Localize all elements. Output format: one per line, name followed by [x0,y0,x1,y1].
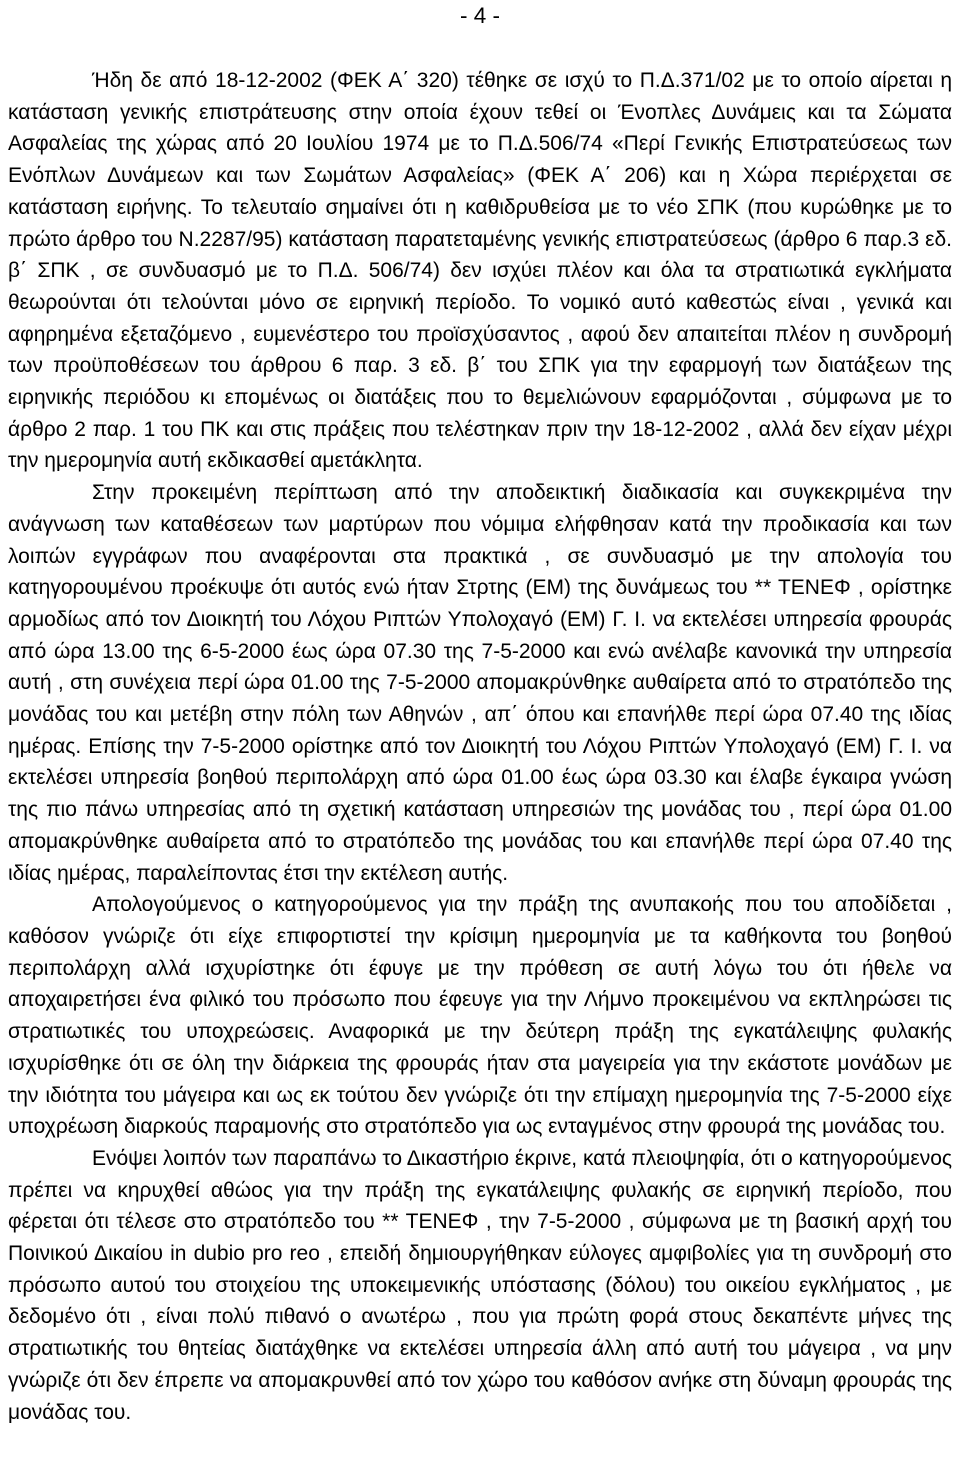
page-number: - 4 - [459,3,500,28]
paragraph-facts-of-case: Στην προκειμένη περίπτωση από την αποδεικτική διαδικασία και συγκεκριμένα την ανάγνωση των καταθέσεων των μαρτύρων που νόμιμα ελήφθησαν κατά την προδικασία και των λοιπών εγγράφων που αναφέρονται στα πρακτικά , σε συνδυασμό με την απολογία του κατηγορουμένου προέκυψε ότι αυτός ενώ ήταν Στρτης (ΕΜ) της δυνάμεως του ** ΤΕΝΕΦ , ορίστηκε αρμοδίως από τον Διοικητή του Λόχου Ριπτών Υπολοχαγό (ΕΜ) Γ. Ι. να εκτελέσει υπηρεσία φρουράς από ώρα 13.00 της 6-5-2000 έως ώρα 07.30 της 7-5-2000 και ενώ ανέλαβε κανονικά την υπηρεσία αυτή , στη συνέχεια περί ώρα 01.00 της 7-5-2000 απομακρύνθηκε αυθαίρετα από το στρατόπεδο της μονάδας του και μετέβη στην πόλη των Αθηνών , απ΄ όπου και επανήλθε περί ώρα 07.40 της ιδίας ημέρας. Επίσης την 7-5-2000 ορίστηκε από τον Διοικητή του Λόχου Ριπτών Υπολοχαγό (ΕΜ) Γ. Ι. να εκτελέσει υπηρεσία βοηθού περιπολάρχη από ώρα 01.00 έως ώρα 03.30 και έλαβε έγκαιρα γνώση της πιο πάνω υπηρεσίας από τη σχετική κατάσταση υπηρεσιών της μονάδας του , περί ώρα 01.00 απομακρύνθηκε αυθαίρετα από το στρατόπεδο της μονάδας του και επανήλθε περί ώρα 07.40 της ιδίας ημέρας, παραλείποντας έτσι την εκτέλεση αυτής. [8,481,952,885]
document-body [8,65,952,1428]
paragraph-repeal-of-mobilization: Ήδη δε από 18-12-2002 (ΦΕΚ Α΄ 320) τέθηκε σε ισχύ το Π.Δ.371/02 με το οποίο αίρεται η κατάσταση γενικής επιστράτευσης στην οποία έχουν τεθεί οι Ένοπλες Δυνάμεις και τα Σώματα Ασφαλείας της χώρας από 20 Ιουλίου 1974 με το Π.Δ.506/74 «Περί Γενικής Επιστρατεύσεως των Ενόπλων Δυνάμεων και των Σωμάτων Ασφαλείας» (ΦΕΚ Α΄ 206) και η Χώρα περιέρχεται σε κατάσταση ειρήνης. Το τελευταίο σημαίνει ότι η καθιδρυθείσα με το νέο ΣΠΚ (που κυρώθηκε με το πρώτο άρθρο του Ν.2287/95) κατάσταση παρατεταμένης γενικής επιστρατεύσεως (άρθρο 6 παρ.3 εδ. β΄ ΣΠΚ , σε συνδυασμό με το Π.Δ. 506/74) δεν ισχύει πλέον και όλα τα στρατιωτικά εγκλήματα θεωρούνται ότι τελούνται μόνο σε ειρηνική περίοδο. Το νομικό αυτό καθεστώς είναι , γενικά και αφηρημένα εξεταζόμενο , ευμενέστερο του προϊσχύσαντος , αφού δεν απαιτείται πλέον η συνδρομή των προϋποθέσεων του άρθρου 6 παρ. 3 εδ. β΄ του ΣΠΚ για την εφαρμογή των διατάξεων της ειρηνικής περιόδου κι επομένως οι διατάξεις που το θεμελιώνουν εφαρμόζονται , σύμφωνα με το άρθρο 2 παρ. 1 του ΠΚ και στις πράξεις που τελέστηκαν πριν την 18-12-2002 , αλλά δεν είχαν μέχρι την ημερομηνία αυτή εκδικασθεί αμετάκλητα. [8,69,952,473]
paragraph-defendant-apology: Απολογούμενος ο κατηγορούμενος για την πράξη της ανυπακοής που του αποδίδεται , καθόσον γνώριζε ότι είχε επιφορτιστεί την κρίσιμη ημερομηνία με τα καθήκοντα του βοηθού περιπολάρχη αλλά ισχυρίστηκε ότι έφυγε με την πρόθεση σε αυτή λόγω του ότι ήθελε να αποχαιρετήσει ένα φιλικό του πρόσωπο που έφευγε για την Λήμνο προκειμένου να εκπληρώσει τις στρατιωτικές του υποχρεώσεις. Αναφορικά με την δεύτερη πράξη της εγκατάλειψης φυλακής ισχυρίσθηκε ότι σε όλη την διάρκεια της φρουράς ήταν στα μαγειρεία για την εκάστοτε μονάδων με την ιδιότητα του μάγειρα και ως εκ τούτου δεν γνώριζε ότι την επίμαχη ημερομηνία της 7-5-2000 είχε υποχρέωση διαρκούς παραμονής στο στρατόπεδο για ως ενταγμένος στην φρουρά της μονάδας του. [8,893,952,1139]
paragraph-court-decision: Ενόψει λοιπόν των παραπάνω το Δικαστήριο έκρινε, κατά πλειοψηφία, ότι ο κατηγορούμενος πρέπει να κηρυχθεί αθώος για την πράξη της εγκατάλειψης φυλακής σε ειρηνική περίοδο, που φέρεται ότι τέλεσε στο στρατόπεδο του ** ΤΕΝΕΦ , την 7-5-2000 , σύμφωνα με τη βασική αρχή του Ποινικού Δικαίου in dubio pro reo , επειδή δημιουργήθηκαν εύλογες αμφιβολίες για τη συνδρομή στο πρόσωπο αυτού του στοιχείου της υποκειμενικής υπόστασης (δόλου) του οικείου εγκλήματος , με δεδομένο ότι , είναι πολύ πιθανό ο ανωτέρω , που για πρώτη φορά στους δεκαπέντε μήνες της στρατιωτικής του θητείας διατάχθηκε να εκτελέσει υπηρεσία άλλη από αυτή του μάγειρα , να μην γνώριζε ότι δεν έπρεπε να απομακρυνθεί από τον χώρο του καθόσον ανήκε στη δύναμη φρουράς της μονάδας του. [8,1146,952,1424]
